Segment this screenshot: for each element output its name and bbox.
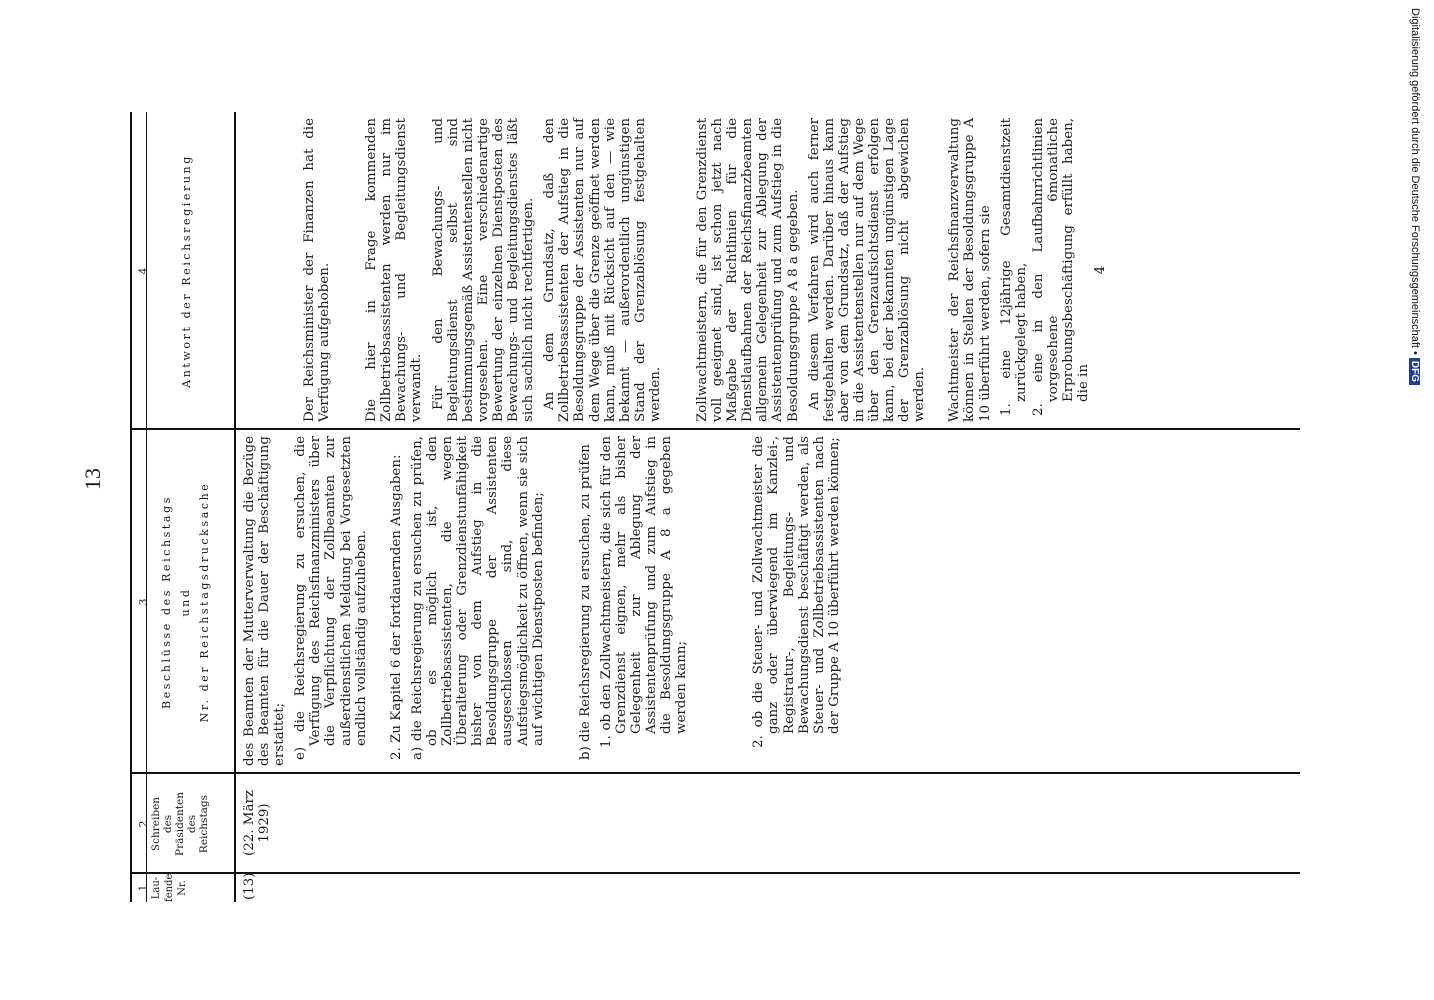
column-number: 2 bbox=[137, 820, 150, 828]
digitization-note-text: Digitalisierung gefördert durch die Deutsche Forschungsgemeinschaft • bbox=[1409, 8, 1421, 355]
catchword: 4 bbox=[1093, 265, 1109, 275]
antwort-verfuegung: Der Reichsminister der Finanzen hat die Verfügung aufgehoben. bbox=[302, 118, 333, 422]
beschluss-item-b: b) die Reichsregierung zu ersuchen, zu prüfen bbox=[577, 444, 593, 760]
column-number: 3 bbox=[137, 598, 150, 606]
header-beschluesse-line1: Beschlüsse des Reichstags bbox=[160, 495, 173, 709]
antwort-text bbox=[242, 118, 1114, 422]
antwort-zollwachtmeister: Zollwachtmeistern, die für den Grenzdienst voll geeignet sind, ist schon jetzt nach Maßgabe der Richtlinien für die Dienstlaufbahnen der Reichsfinanzbeamten allgemein Gelegenheit zur Ablegung der Assistentenprüfung und zum Aufstieg in die Besoldungsgruppe A 8 a gegeben. bbox=[694, 118, 801, 422]
header-schreiben: Schreiben des Präsidenten des Reichstags bbox=[150, 792, 210, 856]
beschluss-item-b2: 2. ob die Steuer- und Zollwachtmeister die ganz oder überwiegend im Kanzlei-, Registratur-, Begleitungs- und Bewachungsdienst beschäftigt werden, als Steuer- und Zollbetriebsassistenten nach der Gruppe A 10 überführt werden können; bbox=[751, 436, 842, 748]
antwort-grundsatz: An dem Grundsatz, daß den Zollbetriebsassistenten der Aufstieg in die Besoldungsgruppe der Assistenten nur auf dem Wege über die Grenze geöffnet werden kann, muß mit Rücksicht auf den — wie bekannt — außerordentlich ungünstigen Stand der Grenzablösung festgehalten werden. bbox=[542, 118, 663, 422]
column-lfd-nr bbox=[130, 874, 1300, 902]
column-number: 4 bbox=[137, 267, 150, 275]
antwort-item-1: 1. eine 12jährige Gesamtdienstzeit zurückgelegt haben, bbox=[998, 118, 1029, 416]
header-beschluesse bbox=[160, 430, 211, 774]
antwort-zollbetrieb: Die hier in Frage kommenden Zollbetriebsassistenten werden nur im Bewachungs- und Begleitungsdienst verwandt. bbox=[364, 118, 425, 422]
beschluss-paragraph: des Beamten der Mutterverwaltung die Bezüge des Beamten für die Dauer der Beschäftigung erstattet; bbox=[242, 436, 288, 766]
column-beschluesse bbox=[130, 430, 1300, 774]
beschluss-item-b1: 1. ob den Zollwachtmeistern, die sich für den Grenzdienst eignen, mehr als bisher Gelegenheit zur Ablegung der Assistentenprüfung und zum Aufstieg in die Besoldungsgruppe A 8 a gegeben werden kann; bbox=[598, 436, 690, 748]
header-beschluesse-line3: Nr. der Reichstagsdrucksache bbox=[198, 481, 211, 723]
row-date: (22. März 1929) bbox=[242, 790, 273, 856]
dfg-badge: DFG bbox=[1409, 358, 1420, 385]
page-number: 13 bbox=[80, 468, 105, 490]
beschluss-item-a: a) die Reichsregierung zu ersuchen zu prüfen, ob es möglich ist, den Zollbetriebsassistenten, die wegen Überalterung oder Grenzdienstunfähigkeit bisher von dem Aufstieg in die Besoldungsgruppe der Assistenten ausgeschlossen sind, diese Aufstiegsmöglichkeit zu öffnen, wenn sie sich auf wichtigen Dienstposten befinden; bbox=[409, 436, 546, 760]
beschluss-kapitel-6: 2. Zu Kapitel 6 der fortdauernden Ausgaben: bbox=[388, 454, 404, 760]
row-number: (13) bbox=[242, 872, 257, 900]
beschluss-item-e: e) die Reichsregierung zu ersuchen, die Verfügung des Reichsfinanzministers über die Verpflichtung der Zollbeamten zur außerdienstlichen Meldung bei Vorgesetzten endlich vollständig aufzuheben. bbox=[293, 436, 369, 760]
column-number: 1 bbox=[137, 884, 150, 892]
header-lfd-nr: Lau- fende Nr. bbox=[151, 873, 188, 902]
antwort-item-2: 2. eine in den Laufbahnrichtlinien vorgesehene 6monatliche Erprobungsbeschäftigung erfüllt haben, die in bbox=[1030, 118, 1092, 416]
rotated-table bbox=[130, 112, 1300, 902]
table-sheet bbox=[130, 112, 1300, 902]
digitization-note bbox=[1409, 8, 1421, 385]
antwort-wachtmeister: Wachtmeister der Reichsfinanzverwaltung können in Stellen der Besoldungsgruppe A 10 überführt werden, sofern sie bbox=[947, 118, 993, 422]
antwort-bewachung: Für den Bewachungs- und Begleitungsdienst selbst sind bestimmungsgemäß Assistentenstellen nicht vorgesehen. Eine verschiedenartige Bewertung der einzelnen Dienstposten des Bewachungs- und Begleitungsdienstes läßt sich sachlich nicht rechtfertigen. bbox=[430, 118, 537, 422]
column-schreiben bbox=[130, 774, 1300, 874]
header-beschluesse-line2: und bbox=[179, 587, 192, 617]
beschluesse-text bbox=[242, 436, 848, 766]
header-antwort: Antwort der Reichsregierung bbox=[180, 154, 193, 388]
antwort-verfahren: An diesem Verfahren wird auch ferner festgehalten werden. Darüber hinaus kann aber von dem Grundsatz, daß der Aufstieg in die Assistentenstellen nur auf dem Wege über den Grenzaufsichtsdienst erfolgen kann, bei der bekannten ungünstigen Lage der Grenzablösung nicht abgewichen werden. bbox=[806, 118, 928, 422]
column-antwort bbox=[130, 112, 1300, 430]
